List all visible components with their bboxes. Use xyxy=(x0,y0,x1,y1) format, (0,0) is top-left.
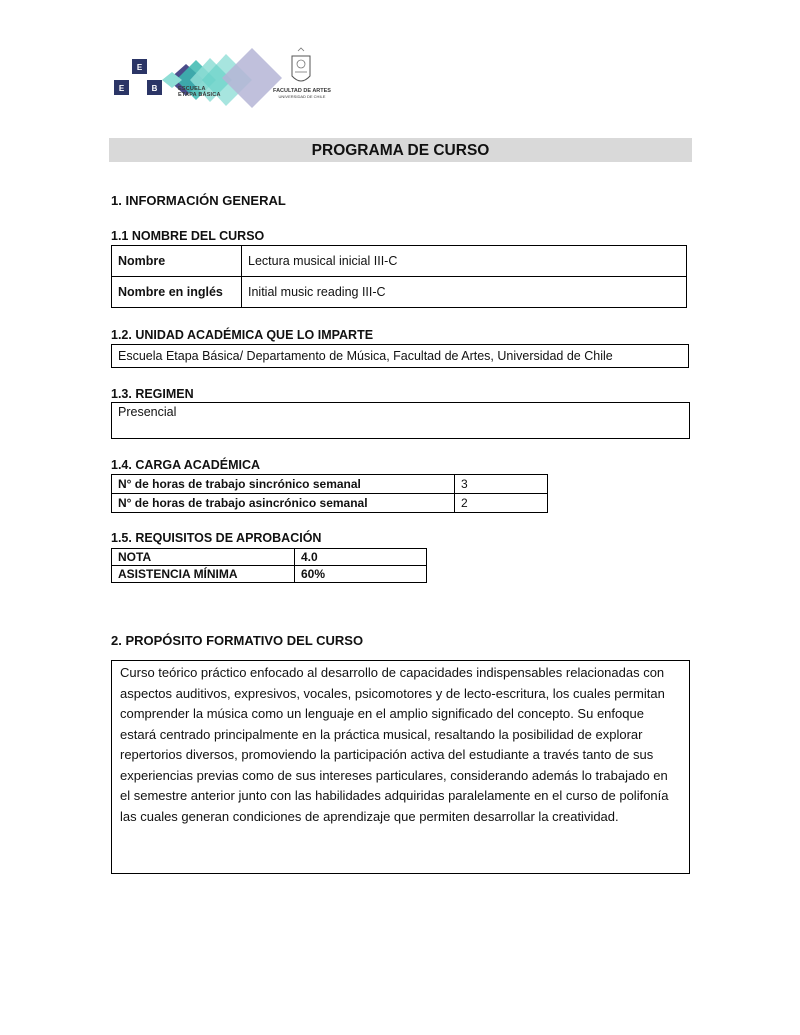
course-name-english-label: Nombre en inglés xyxy=(112,277,242,308)
logo-letter-e2: E xyxy=(118,84,125,93)
requirements-table xyxy=(111,548,427,583)
table-row xyxy=(112,246,687,277)
table-row xyxy=(112,475,548,494)
table-row xyxy=(112,566,427,583)
academic-load-table xyxy=(111,474,548,513)
school-name-line2: ETAPA BÁSICA xyxy=(178,92,221,98)
requirements-heading: 1.5. REQUISITOS DE APROBACIÓN xyxy=(111,531,322,545)
section2-heading: 2. PROPÓSITO FORMATIVO DEL CURSO xyxy=(111,633,364,648)
grade-label: NOTA xyxy=(112,549,295,566)
university-name: UNIVERSIDAD DE CHILE xyxy=(278,94,326,99)
course-name-table xyxy=(111,245,687,308)
course-name-label: Nombre xyxy=(112,246,242,277)
faculty-name-text: FACULTAD DE ARTES xyxy=(273,88,331,94)
faculty-name xyxy=(270,88,334,100)
unit-value: Escuela Etapa Básica/ Departamento de Música, Facultad de Artes, Universidad de Chile xyxy=(111,344,689,368)
regimen-value: Presencial xyxy=(111,402,690,439)
course-name-value: Lectura musical inicial III-C xyxy=(242,246,687,277)
eeb-logo xyxy=(110,46,340,112)
school-name-line1: ESCUELA xyxy=(178,86,206,92)
sync-hours-label: N° de horas de trabajo sincrónico semanal xyxy=(112,475,455,494)
sync-hours-value: 3 xyxy=(455,475,548,494)
university-crest-icon xyxy=(292,48,310,81)
async-hours-label: N° de horas de trabajo asincrónico semanal xyxy=(112,494,455,513)
page-title: PROGRAMA DE CURSO xyxy=(109,138,692,162)
load-heading: 1.4. CARGA ACADÉMICA xyxy=(111,458,261,472)
table-row xyxy=(112,549,427,566)
async-hours-value: 2 xyxy=(455,494,548,513)
attendance-value: 60% xyxy=(295,566,427,583)
purpose-text: Curso teórico práctico enfocado al desarrollo de capacidades indispensables relacionadas con aspectos auditivos, expresivos, vocales, psicomotores y de lecto-escritura, los cuales permitan comprender la música como un lenguaje en el amplio significado del concepto. Su enfoque estará centrado principalmente en la práctica musical, resaltando la posibilidad de explorar repertorios diversos, promoviendo la participación activa del estudiante a través tanto de sus experiencias previas como de sus intereses particulares, considerando además lo trabajado en el semestre anterior junto con las habilidades adquiridas paralelamente en el curso de polifonía las cuales generan condiciones de aprendizaje que permiten desarrollar la creatividad. xyxy=(111,660,690,874)
table-row xyxy=(112,277,687,308)
logo-letter-e1: E xyxy=(136,63,143,72)
logo-diamond-shapes xyxy=(162,48,282,108)
table-row xyxy=(112,494,548,513)
school-name xyxy=(178,86,221,98)
header-logos xyxy=(110,46,340,112)
grade-value: 4.0 xyxy=(295,549,427,566)
unit-heading: 1.2. UNIDAD ACADÉMICA QUE LO IMPARTE xyxy=(111,328,374,342)
regimen-heading: 1.3. REGIMEN xyxy=(111,387,194,401)
course-name-english-value: Initial music reading III-C xyxy=(242,277,687,308)
section1-heading: 1. INFORMACIÓN GENERAL xyxy=(111,193,286,208)
attendance-label: ASISTENCIA MÍNIMA xyxy=(112,566,295,583)
logo-letter-b: B xyxy=(151,84,158,93)
course-name-heading: 1.1 NOMBRE DEL CURSO xyxy=(111,229,265,243)
